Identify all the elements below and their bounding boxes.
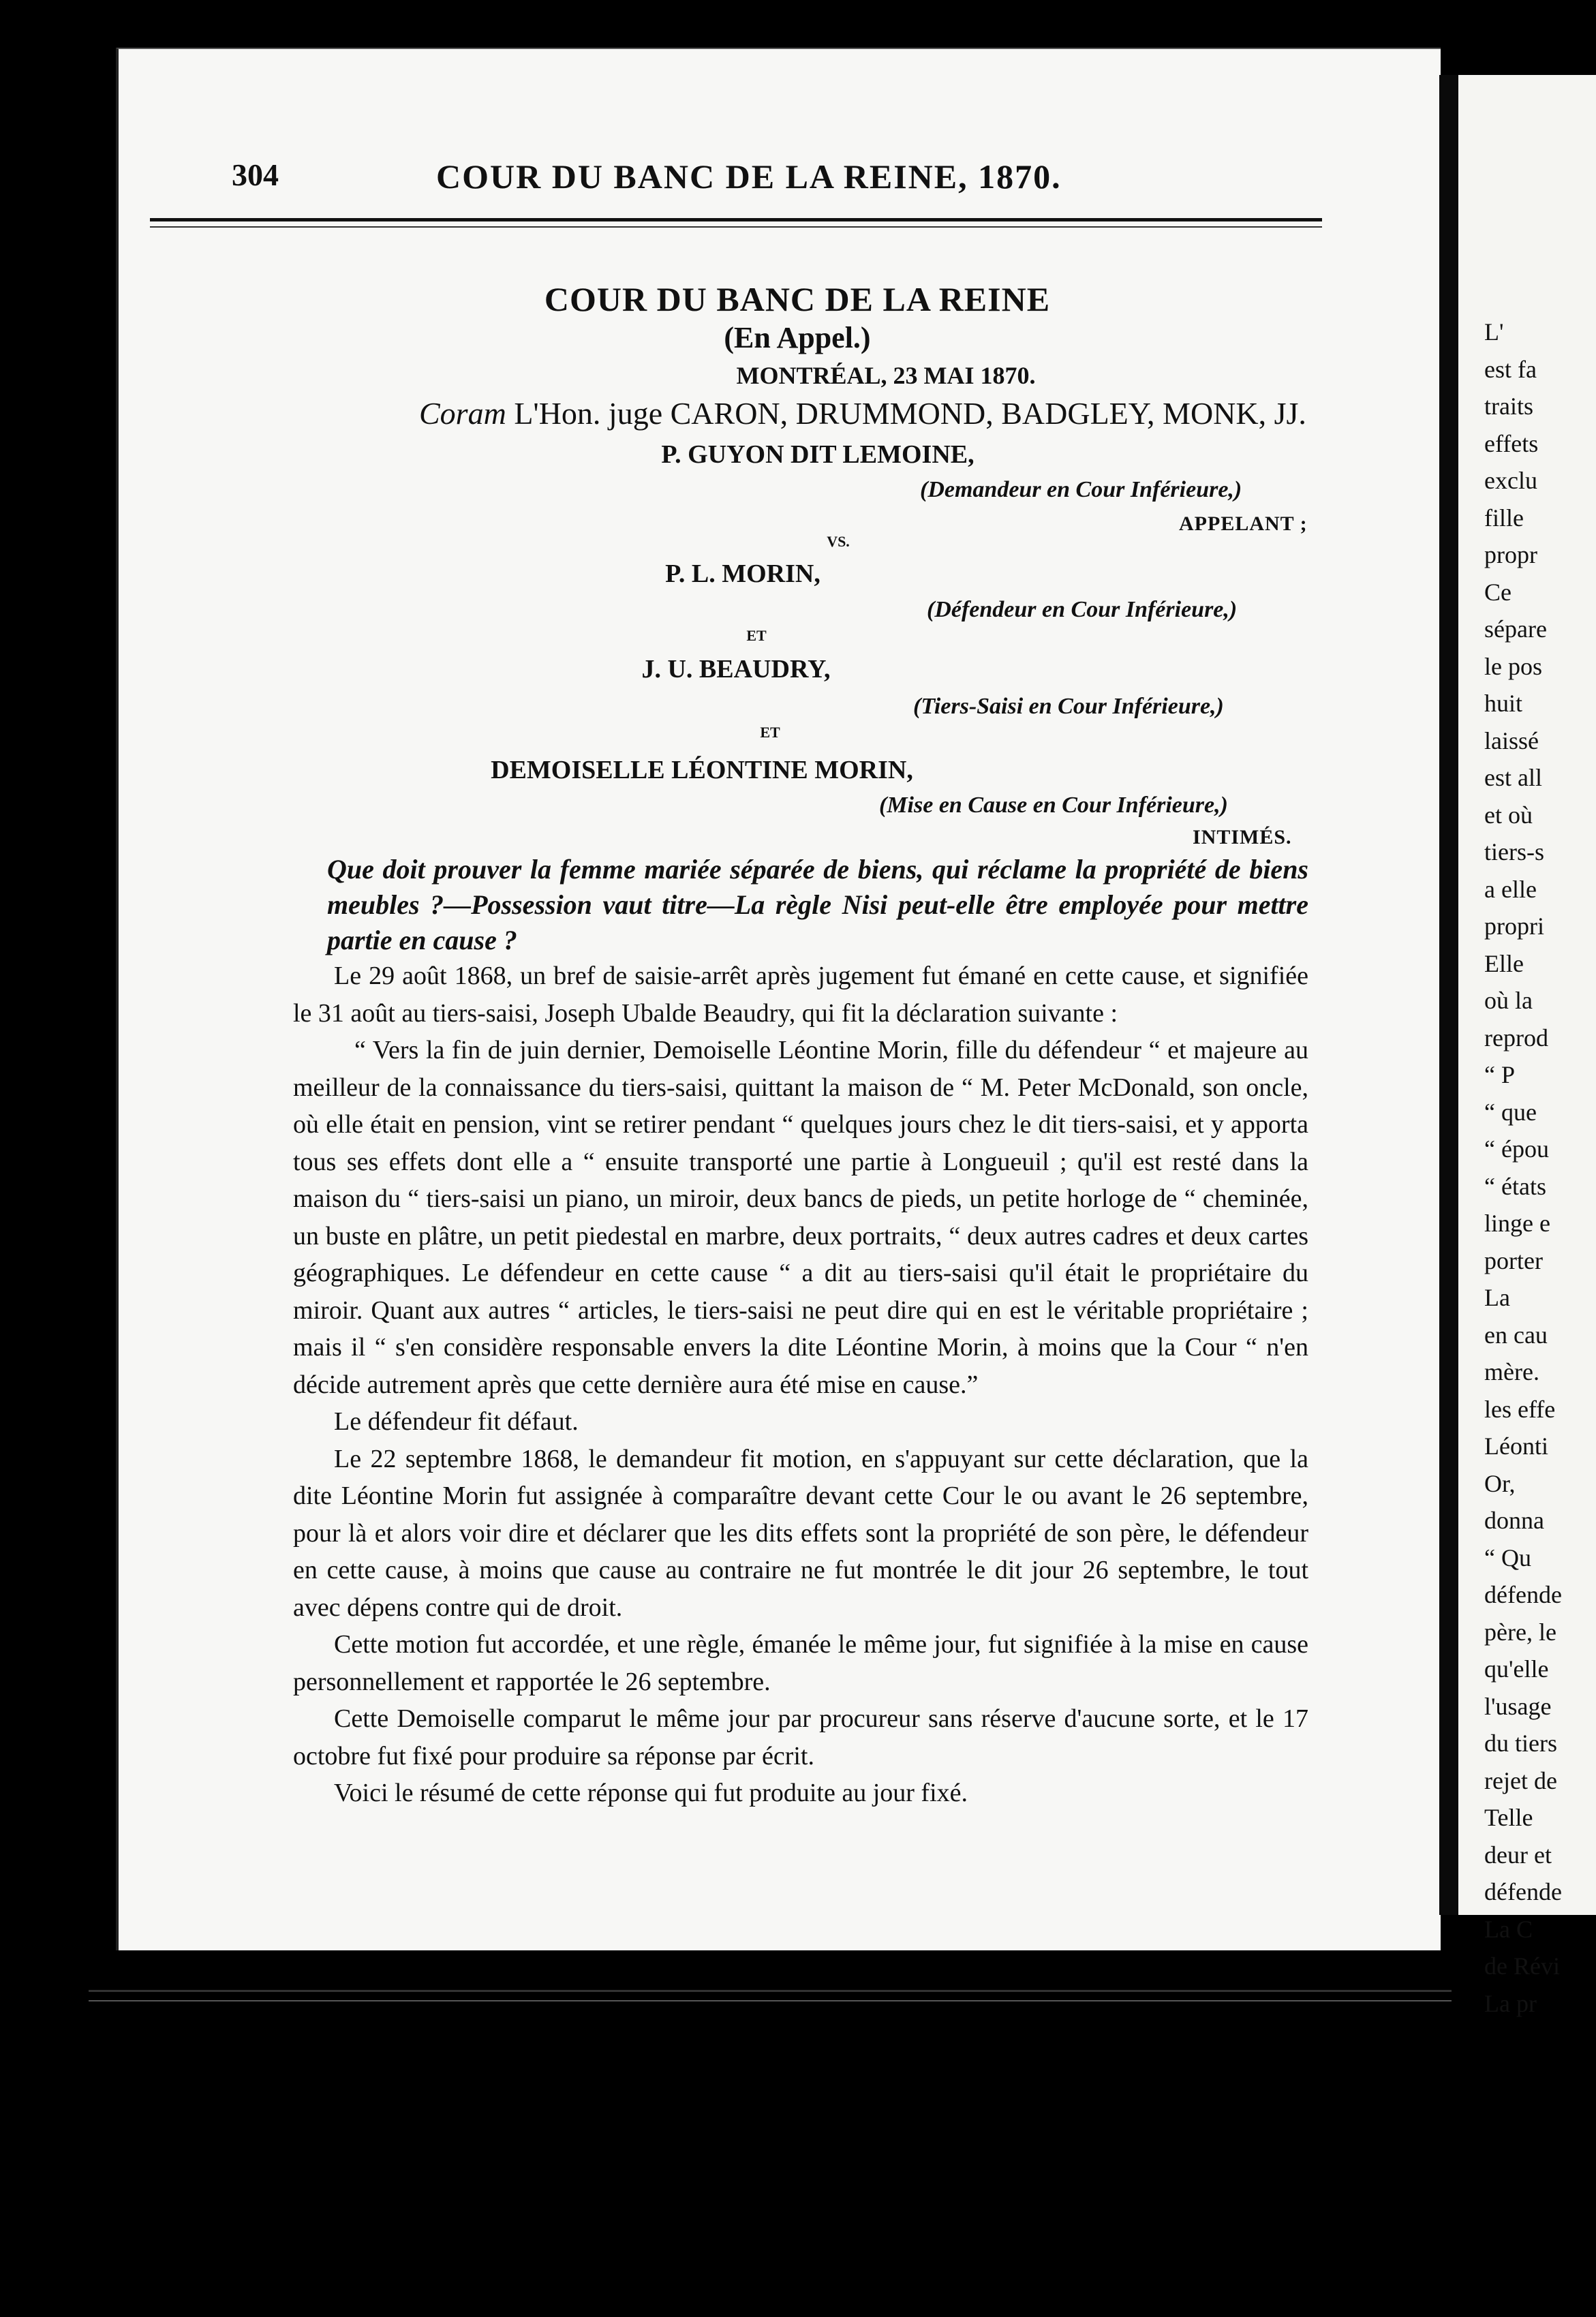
facing-page-line: traits xyxy=(1484,393,1533,420)
facing-page-line: linge e xyxy=(1484,1210,1550,1237)
facing-page-line: défende xyxy=(1484,1878,1562,1905)
party-mise-en-cause-role: (Mise en Cause en Cour Inférieure,) xyxy=(879,793,1228,818)
facing-page-line: est all xyxy=(1484,764,1542,791)
et-label-2: ET xyxy=(760,724,780,741)
facing-page-line: “ P xyxy=(1484,1061,1515,1088)
facing-page-line: L' xyxy=(1484,318,1504,346)
party-defendant: P. L. MORIN, xyxy=(665,559,820,588)
facing-page-line: sépare xyxy=(1484,615,1547,643)
facing-page-line: le pos xyxy=(1484,652,1542,680)
facing-page-line: Elle xyxy=(1484,949,1524,977)
versus-label: VS. xyxy=(827,533,850,550)
footer-rule-thin xyxy=(89,2000,1452,2001)
party-appellant-role: (Demandeur en Cour Inférieure,) xyxy=(920,477,1242,502)
headnote: Que doit prouver la femme mariée séparée de biens, qui réclame la propriété de biens meubles ?—Possession vaut titre—La règle Nisi peut-elle être employée pour mettre partie en cause ? xyxy=(327,854,1308,955)
paragraph: Le 22 septembre 1868, le demandeur fit motion, en s'appuyant sur cette déclaration, que la dite Léontine Morin fut assignée à comparaître devant cette Cour le ou avant le 26 septembre, pour là et alors voir dire et déclarer que les dits effets sont la propriété de son père, le défendeur en cette cause, à moins que cause au contraire ne fut montrée le dit jour 26 septembre, le tout avec dépens contre qui de droit. xyxy=(293,1444,1308,1622)
facing-page-line: laissé xyxy=(1484,726,1539,754)
party-defendant-role: (Défendeur en Cour Inférieure,) xyxy=(927,597,1238,622)
paragraph: Le 29 août 1868, un bref de saisie-arrêt après jugement fut émané en cette cause, et signifiée le 31 août au tiers-saisi, Joseph Ubalde Beaudry, qui fit la déclaration suivante : xyxy=(293,962,1308,1028)
facing-page-line: propr xyxy=(1484,541,1537,568)
facing-page-line: “ Qu xyxy=(1484,1544,1531,1571)
page-number: 304 xyxy=(232,157,279,192)
facing-page-line: huit xyxy=(1484,690,1523,717)
page-header xyxy=(232,157,1322,211)
appeal-label: (En Appel.) xyxy=(724,321,871,354)
respondents-status: INTIMÉS. xyxy=(1193,826,1292,848)
facing-page-line: La C xyxy=(1484,1915,1533,1943)
facing-page-line: tiers-s xyxy=(1484,838,1544,865)
facing-page-line: rejet de xyxy=(1484,1766,1557,1794)
quoted-declaration: “ Vers la fin de juin dernier, Demoiselle Léontine Morin, fille du défendeur “ et majeure au meilleur de la connaissance du tiers-saisi, quittant la maison de “ M. Peter McDonald, son oncle, où elle était en pension, vint se retirer pendant “ quelques jours chez le dit tiers-saisi, et y apporta tous ses effets dont elle a “ ensuite transporté une partie à Longueuil ; qu'il est resté dans la maison du “ tiers-saisi un piano, un miroir, deux bancs de pieds, un petite horloge de “ cheminée, un buste en plâtre, un petit piedestal en marbre, deux portraits, “ deux autres cadres et deux cartes géographiques. Le défendeur en cette cause “ a dit au tiers-saisi qu'il était le propriétaire du miroir. Quant aux autres “ articles, le tiers-saisi ne peut dire qui en est le véritable propriétaire ; mais il “ s'en considère responsable envers la dite Léontine Morin, à moins que la Cour “ n'en décide autrement après que cette dernière aura été mise en cause.” xyxy=(293,1036,1308,1399)
facing-page-line: l'usage xyxy=(1484,1692,1552,1720)
facing-page-line: est fa xyxy=(1484,355,1537,383)
facing-page-line: qu'elle xyxy=(1484,1655,1549,1683)
facing-page-line: propri xyxy=(1484,912,1544,940)
facing-page-line: Ce xyxy=(1484,578,1511,606)
court-title: COUR DU BANC DE LA REINE xyxy=(544,280,1051,318)
facing-page-line: a elle xyxy=(1484,875,1537,903)
party-appellant: P. GUYON DIT LEMOINE, xyxy=(661,440,975,469)
paragraph: Le défendeur fit défaut. xyxy=(334,1407,579,1436)
facing-page-line: où la xyxy=(1484,987,1533,1014)
facing-page-line: du tiers xyxy=(1484,1730,1557,1757)
paragraph: Voici le résumé de cette réponse qui fut produite au jour fixé. xyxy=(334,1779,968,1807)
facing-page-line: “ que xyxy=(1484,1098,1537,1126)
facing-page-line: Or, xyxy=(1484,1469,1516,1497)
facing-page-line: les effe xyxy=(1484,1395,1556,1423)
paragraph: Cette Demoiselle comparut le même jour par procureur sans réserve d'aucune sorte, et le 17 octobre fut fixé pour produire sa réponse par écrit. xyxy=(293,1704,1308,1770)
party-garnishee-role: (Tiers-Saisi en Cour Inférieure,) xyxy=(913,694,1224,719)
body-text xyxy=(293,957,1308,1812)
facing-page-line: fille xyxy=(1484,504,1524,532)
facing-page-line: en cau xyxy=(1484,1321,1548,1349)
facing-page-text xyxy=(1484,313,1596,2022)
facing-page-line: Léonti xyxy=(1484,1432,1548,1460)
facing-page-line: donna xyxy=(1484,1507,1544,1534)
running-title: COUR DU BANC DE LA REINE, 1870. xyxy=(436,157,1062,196)
facing-page-line: porter xyxy=(1484,1246,1543,1274)
facing-page-line: de Révi xyxy=(1484,1952,1560,1980)
facing-page-line: La pr xyxy=(1484,1989,1537,2017)
facing-page-line: père, le xyxy=(1484,1618,1556,1646)
facing-page-line: reprod xyxy=(1484,1024,1548,1052)
facing-page-line: “ épou xyxy=(1484,1135,1549,1163)
facing-page-line: La xyxy=(1484,1284,1510,1311)
paragraph: Cette motion fut accordée, et une règle, émanée le même jour, fut signifiée à la mise en cause personnellement et rapportée le 26 septembre. xyxy=(293,1630,1308,1696)
coram-word: Coram xyxy=(419,396,506,431)
facing-page-line: “ états xyxy=(1484,1172,1546,1200)
et-label-1: ET xyxy=(746,627,767,644)
facing-page-line: Telle xyxy=(1484,1804,1533,1831)
header-rule-thin xyxy=(150,226,1322,228)
footer-rule xyxy=(89,1990,1452,1992)
facing-page-line: mère. xyxy=(1484,1358,1539,1385)
party-mise-en-cause: DEMOISELLE LÉONTINE MORIN, xyxy=(491,756,913,784)
header-rule xyxy=(150,218,1322,221)
facing-page-line: et où xyxy=(1484,801,1533,829)
facing-page-line: deur et xyxy=(1484,1841,1552,1869)
facing-page-line: effets xyxy=(1484,429,1539,457)
coram-line xyxy=(419,395,1306,431)
facing-page-line: exclu xyxy=(1484,467,1537,494)
coram-judges: L'Hon. juge CARON, DRUMMOND, BADGLEY, MONK, JJ. xyxy=(506,396,1306,431)
appellant-status: APPELANT ; xyxy=(1179,512,1308,535)
party-garnishee: J. U. BEAUDRY, xyxy=(641,655,831,684)
facing-page-line: défende xyxy=(1484,1581,1562,1608)
place-date: MONTRÉAL, 23 MAI 1870. xyxy=(736,362,1036,389)
